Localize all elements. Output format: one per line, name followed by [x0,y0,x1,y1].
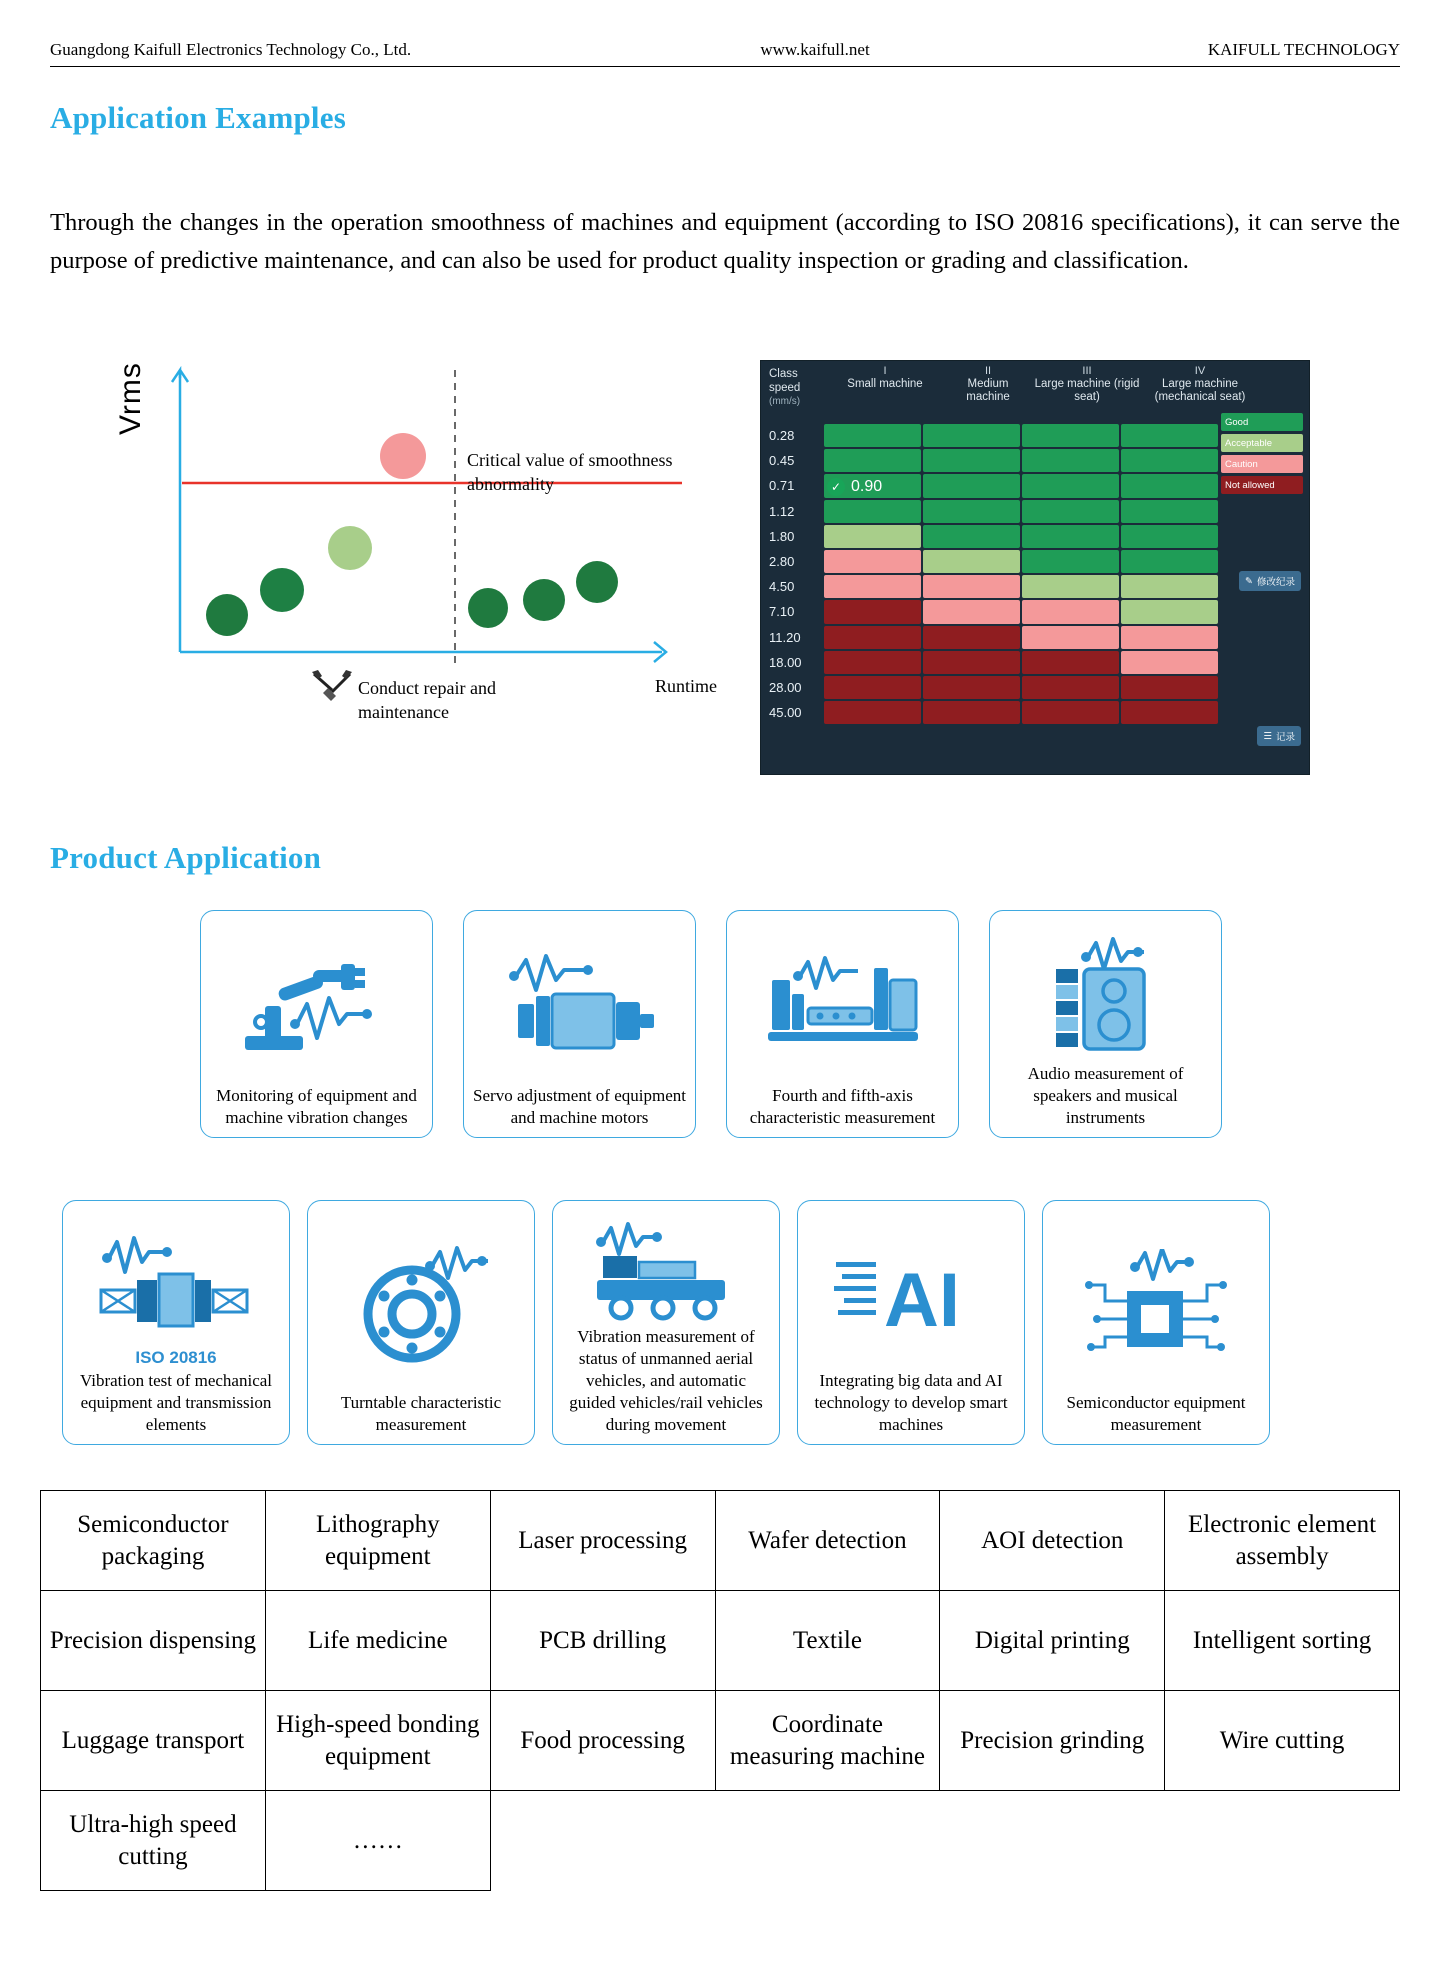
table-cell-empty [940,1791,1165,1891]
matrix-row-spacer [1219,524,1309,549]
card-servo-motor-adjustment[interactable] [463,910,696,1138]
matrix-cell [1022,575,1119,598]
matrix-cell [1121,676,1218,699]
matrix-cell [824,701,921,724]
matrix-legend-item: Acceptable [1221,434,1303,452]
table-cell: Luggage transport [41,1691,266,1791]
card-caption: Vibration test of mechanical equipment and transmission elements [79,1371,273,1434]
table-cell: Wire cutting [1165,1691,1400,1791]
matrix-cell [824,651,921,674]
iso-20816-severity-matrix [760,360,1310,775]
table-cell: Textile [715,1591,940,1691]
matrix-row-label: 7.10 [769,604,795,620]
matrix-row-label: 11.20 [769,629,801,645]
matrix-cell [1121,449,1218,472]
matrix-cell [1022,474,1119,497]
matrix-cell [1121,500,1218,523]
card-caption: Monitoring of equipment and machine vibration changes [216,1086,417,1127]
matrix-cell [1022,550,1119,573]
matrix-cell [923,600,1020,623]
intro-paragraph: Through the changes in the operation smoothness of machines and equipment (according to ISO 20816 specifications), it can serve the purpose of predictive maintenance, and can also be used for product quality inspection or grading and classification. [50,209,1400,274]
matrix-cell [923,550,1020,573]
ai-chip-icon [826,1215,996,1370]
card-caption: Audio measurement of speakers and musical instruments [1027,1064,1184,1127]
matrix-cell [824,626,921,649]
matrix-cell [1121,550,1218,573]
card-caption: Servo adjustment of equipment and machine motors [473,1086,686,1127]
matrix-current-value: ✓ 0.90 [827,478,882,496]
matrix-row-label: 45.00 [769,705,802,721]
matrix-class-label: Class speed (mm/s) [769,368,801,407]
smoothness-chart [110,360,730,780]
matrix-row[interactable] [761,599,1309,624]
matrix-row-spacer [1219,650,1309,675]
table-cell: Semiconductor packaging [41,1491,266,1591]
matrix-row-label: 1.12 [769,503,795,519]
table-cell: Ultra-high speed cutting [41,1791,266,1891]
chart-y-axis-label: Vrms [114,362,147,435]
card-ai-big-data[interactable] [797,1200,1025,1445]
table-cell: Lithography equipment [265,1491,490,1591]
matrix-row[interactable] [761,675,1309,700]
applications-table [40,1490,1400,1891]
matrix-cell [1121,525,1218,548]
matrix-cell [1022,651,1119,674]
card-turntable-measurement[interactable] [307,1200,535,1445]
table-row [41,1691,1400,1791]
matrix-cell [1121,626,1218,649]
table-cell-empty [1165,1791,1400,1891]
chart-maintenance-label: Conduct repair and maintenance [358,678,496,722]
matrix-cell [824,676,921,699]
matrix-cell [1022,449,1119,472]
card-semiconductor-measurement[interactable] [1042,1200,1270,1445]
table-cell-empty [715,1791,940,1891]
card-audio-measurement[interactable] [989,910,1222,1138]
table-cell: Digital printing [940,1591,1165,1691]
matrix-cell [824,600,921,623]
product-application-row-2 [62,1200,1270,1445]
cnc-machine-icon [758,925,928,1085]
matrix-row-label: 0.45 [769,453,795,469]
matrix-cell [923,449,1020,472]
matrix-cell [923,525,1020,548]
matrix-cell [1022,525,1119,548]
table-cell-empty [490,1791,715,1891]
robot-arm-vibration-icon [237,925,397,1085]
speaker-audio-icon [1026,925,1186,1063]
table-cell: Food processing [490,1691,715,1791]
matrix-cell [923,424,1020,447]
matrix-cell [923,626,1020,649]
matrix-cell [923,651,1020,674]
header-website: www.kaifull.net [760,40,870,59]
table-cell: Laser processing [490,1491,715,1591]
table-cell: Electronic element assembly [1165,1491,1400,1591]
pencil-icon: ✎ [1245,575,1253,587]
card-caption: Integrating big data and AI technology to develop smart machines [814,1371,1008,1434]
matrix-col-2: II Medium machine [966,365,1010,403]
servo-motor-icon [500,925,660,1085]
matrix-legend [1221,413,1303,497]
matrix-cell [1121,701,1218,724]
table-cell: PCB drilling [490,1591,715,1691]
matrix-cell [1022,676,1119,699]
matrix-legend-item: Not allowed [1221,476,1303,494]
section-title-product-application: Product Application [50,840,322,875]
table-cell: AOI detection [940,1491,1165,1591]
card-agv-vibration-measurement[interactable] [552,1200,780,1445]
shaft-transmission-icon [91,1215,261,1348]
matrix-edit-record-button[interactable]: ✎ 修改纪录 [1239,571,1301,591]
card-caption: Fourth and fifth-axis characteristic measurement [749,1086,936,1127]
matrix-cell [1121,474,1218,497]
matrix-row-spacer [1219,499,1309,524]
table-cell: High-speed bonding equipment [265,1691,490,1791]
matrix-row[interactable] [761,625,1309,650]
table-row [41,1791,1400,1891]
matrix-row-spacer [1219,700,1309,725]
matrix-cell [824,575,921,598]
matrix-row[interactable] [761,574,1309,599]
matrix-row-spacer [1219,599,1309,624]
matrix-cell [824,449,921,472]
card-caption: Turntable characteristic measurement [340,1393,502,1434]
table-cell: Life medicine [265,1591,490,1691]
chart-runtime-label: Runtime [655,676,717,696]
matrix-row[interactable] [761,499,1309,524]
check-icon: ✓ [827,478,845,496]
matrix-cell [923,474,1020,497]
page-header [50,40,1400,67]
matrix-record-button[interactable]: ☰ 记录 [1257,726,1301,746]
table-cell: Precision grinding [940,1691,1165,1791]
matrix-cell [1022,424,1119,447]
matrix-cell [1022,600,1119,623]
matrix-col-3: III Large machine (rigid seat) [1034,365,1140,403]
matrix-row-label: 0.28 [769,428,795,444]
chart-critical-label: Critical value of smoothness abnormality [467,450,673,494]
matrix-row[interactable] [761,700,1309,725]
svg-text:AI: AI [884,1258,960,1343]
matrix-row-spacer [1219,625,1309,650]
table-cell: Precision dispensing [41,1591,266,1691]
matrix-cell [1022,701,1119,724]
matrix-cell [1022,626,1119,649]
matrix-cell [1121,600,1218,623]
matrix-row-spacer [1219,675,1309,700]
matrix-cell [1121,575,1218,598]
matrix-row-label: 1.80 [769,528,795,544]
table-cell: Wafer detection [715,1491,940,1591]
list-icon: ☰ [1263,730,1272,742]
semiconductor-chip-icon [1069,1215,1244,1392]
card-equipment-vibration-monitoring[interactable] [200,910,433,1138]
product-application-row-1 [200,910,1222,1138]
header-company: Guangdong Kaifull Electronics Technology Co., Ltd. [50,40,412,59]
wrench-screwdriver-icon [310,668,354,704]
matrix-row-label: 28.00 [769,679,802,695]
matrix-row[interactable] [761,549,1309,574]
card-iso20816-vibration-test[interactable] [62,1200,290,1445]
matrix-legend-item: Good [1221,413,1303,431]
chart-canvas [110,360,730,700]
bearing-turntable-icon [336,1215,506,1392]
matrix-cell [923,676,1020,699]
matrix-cell [824,525,921,548]
table-cell: Intelligent sorting [1165,1591,1400,1691]
matrix-row-label: 0.71 [769,478,795,494]
matrix-row-label: 2.80 [769,554,795,570]
card-caption: Vibration measurement of status of unmanned aerial vehicles, and automatic guided vehicles/rail vehicles during movement [569,1327,763,1434]
matrix-cell [923,701,1020,724]
matrix-legend-item: Caution [1221,455,1303,473]
matrix-cell [1022,500,1119,523]
matrix-cell [824,500,921,523]
table-cell: Coordinate measuring machine [715,1691,940,1791]
matrix-row-label: 18.00 [769,654,802,670]
matrix-cell [1121,651,1218,674]
table-row [41,1491,1400,1591]
matrix-col-4: IV Large machine (mechanical seat) [1154,365,1246,403]
table-row [41,1591,1400,1691]
card-axis-characteristic-measurement[interactable] [726,910,959,1138]
header-brand: KAIFULL TECHNOLOGY [1207,40,1400,59]
matrix-row[interactable] [761,524,1309,549]
matrix-cell [824,550,921,573]
matrix-row-label: 4.50 [769,579,795,595]
table-cell: …… [265,1791,490,1891]
matrix-cell [923,500,1020,523]
iso-standard-tag: ISO 20816 [135,1348,217,1367]
matrix-row[interactable] [761,650,1309,675]
card-caption: Semiconductor equipment measurement [1066,1393,1246,1434]
matrix-cell [1121,424,1218,447]
agv-rail-vehicle-icon [581,1215,751,1326]
section-title-application-examples: Application Examples [50,100,346,135]
matrix-cell [824,424,921,447]
matrix-col-1: I Small machine [847,365,923,390]
matrix-cell [923,575,1020,598]
